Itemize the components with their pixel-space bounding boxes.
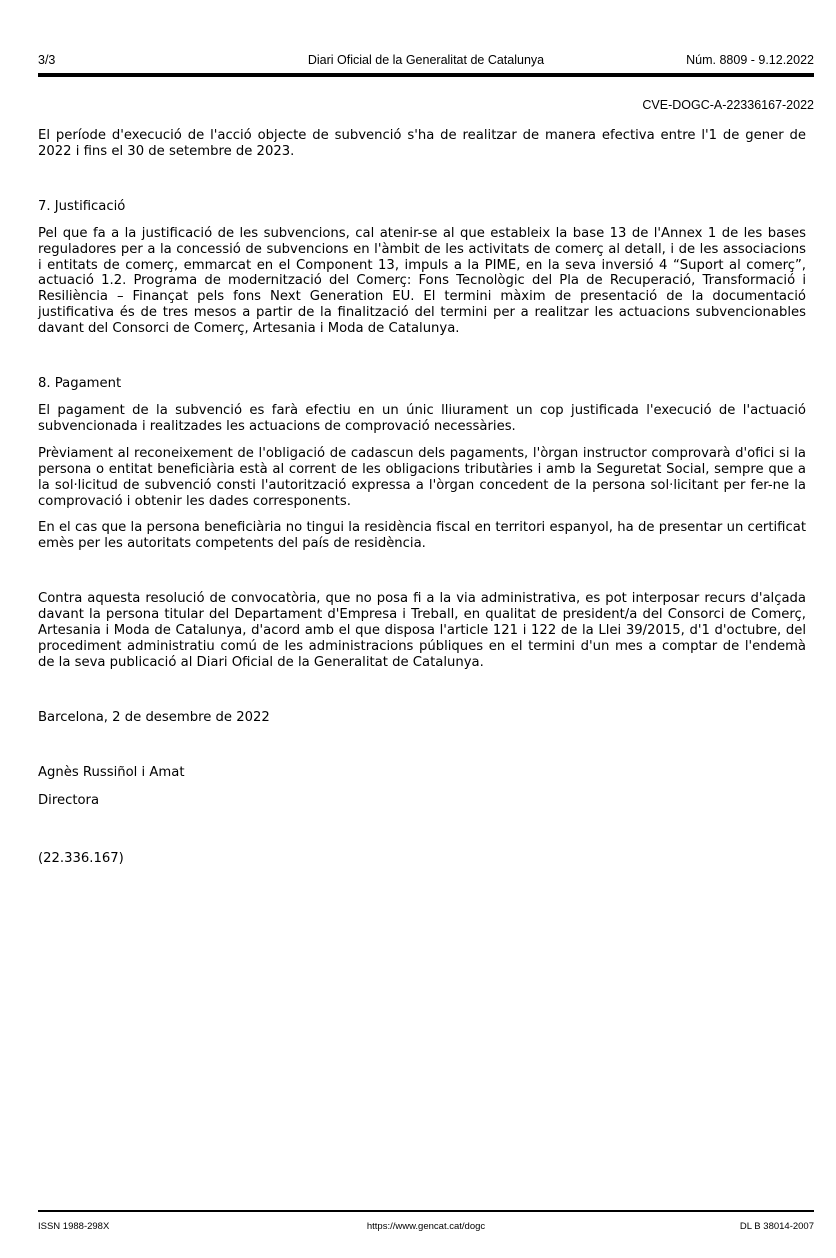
cve-code[interactable]: CVE-DOGC-A-22336167-2022	[642, 98, 814, 112]
issue-number: Núm. 8809 - 9.12.2022	[686, 53, 814, 67]
page-number: 3/3	[38, 53, 56, 67]
section-7-paragraph: Pel que fa a la justificació de les subvencions, cal atenir-se al que estableix la base 13 de l'Annex 1 de les bases reguladores per a la concessió de subvencions en l'àmbit de les activitats de comerç al detall, i de les associacions i entitats de comerç, emmarcat en el Component 13, impuls a la PIME, en la seva inversió 4 “Suport al comerç”, actuació 1.2. Programa de modernització del Comerç: Fons Tecnològic del Pla de Recuperació, Transformació i Resiliència – Finançat pels fons Next Generation EU. El termini màxim de presentació de la documentació justificativa és de tres mesos a partir de la finalització del termini per a realitzar les actuacions subvencionables davant del Consorci de Comerç, Artesania i Moda de Catalunya.	[38, 225, 806, 337]
footer-rule	[38, 1210, 814, 1212]
page-header	[38, 53, 814, 69]
place-date: Barcelona, 2 de desembre de 2022	[38, 709, 270, 725]
signer-name: Agnès Russiñol i Amat	[38, 764, 185, 780]
legal-deposit: DL B 38014-2007	[739, 1221, 814, 1232]
section-7-heading: 7. Justificació	[38, 198, 126, 214]
section-8-paragraph-3: En el cas que la persona beneficiària no tingui la residència fiscal en territori espanyol, ha de presentar un certificat emès per les autoritats competents del país de residència.	[38, 520, 806, 552]
journal-title: Diari Oficial de la Generalitat de Catalunya	[307, 53, 545, 67]
section-8-paragraph-2: Prèviament al reconeixement de l'obligació de cadascun dels pagaments, l'òrgan instructor comprovarà d'ofici si la persona o entitat beneficiària està al corrent de les obligacions tributàries i amb la Seguretat Social, sempre que a la sol·licitud de subvenció consti l'autorització expressa a l'òrgan concedent de la persona sol·licitant per fer-ne la comprovació i obtenir les dades corresponents.	[38, 445, 806, 509]
footer-link[interactable]: https://www.gencat.cat/dogc	[366, 1221, 486, 1232]
appeal-paragraph: Contra aquesta resolució de convocatòria, que no posa fi a la via administrativa, es pot interposar recurs d'alçada davant la persona titular del Departament d'Empresa i Treball, en qualitat de president/a del Consorci de Comerç, Artesania i Moda de Catalunya, d'acord amb el que disposa l'article 121 i 122 de la Llei 39/2015, d'1 d'octubre, del procediment administratiu comú de les administracions públiques en el termini d'un mes a comptar de l'endemà de la seva publicació al Diari Oficial de la Generalitat de Catalunya.	[38, 591, 806, 670]
reference-number: (22.336.167)	[38, 851, 124, 867]
issn: ISSN 1988-298X	[38, 1221, 110, 1232]
page-footer	[38, 1221, 814, 1235]
header-rule	[38, 73, 814, 77]
document-body	[38, 128, 806, 867]
section-8-heading: 8. Pagament	[38, 376, 122, 392]
signer-role: Directora	[38, 792, 100, 808]
execution-period-paragraph: El període d'execució de l'acció objecte de subvenció s'ha de realitzar de manera efectiva entre l'1 de gener de 2022 i fins el 30 de setembre de 2023.	[38, 128, 806, 159]
section-8-paragraph-1: El pagament de la subvenció es farà efectiu en un únic lliurament un cop justificada l'execució de l'actuació subvencionada i realitzades les actuacions de comprovació necessàries.	[38, 402, 806, 434]
